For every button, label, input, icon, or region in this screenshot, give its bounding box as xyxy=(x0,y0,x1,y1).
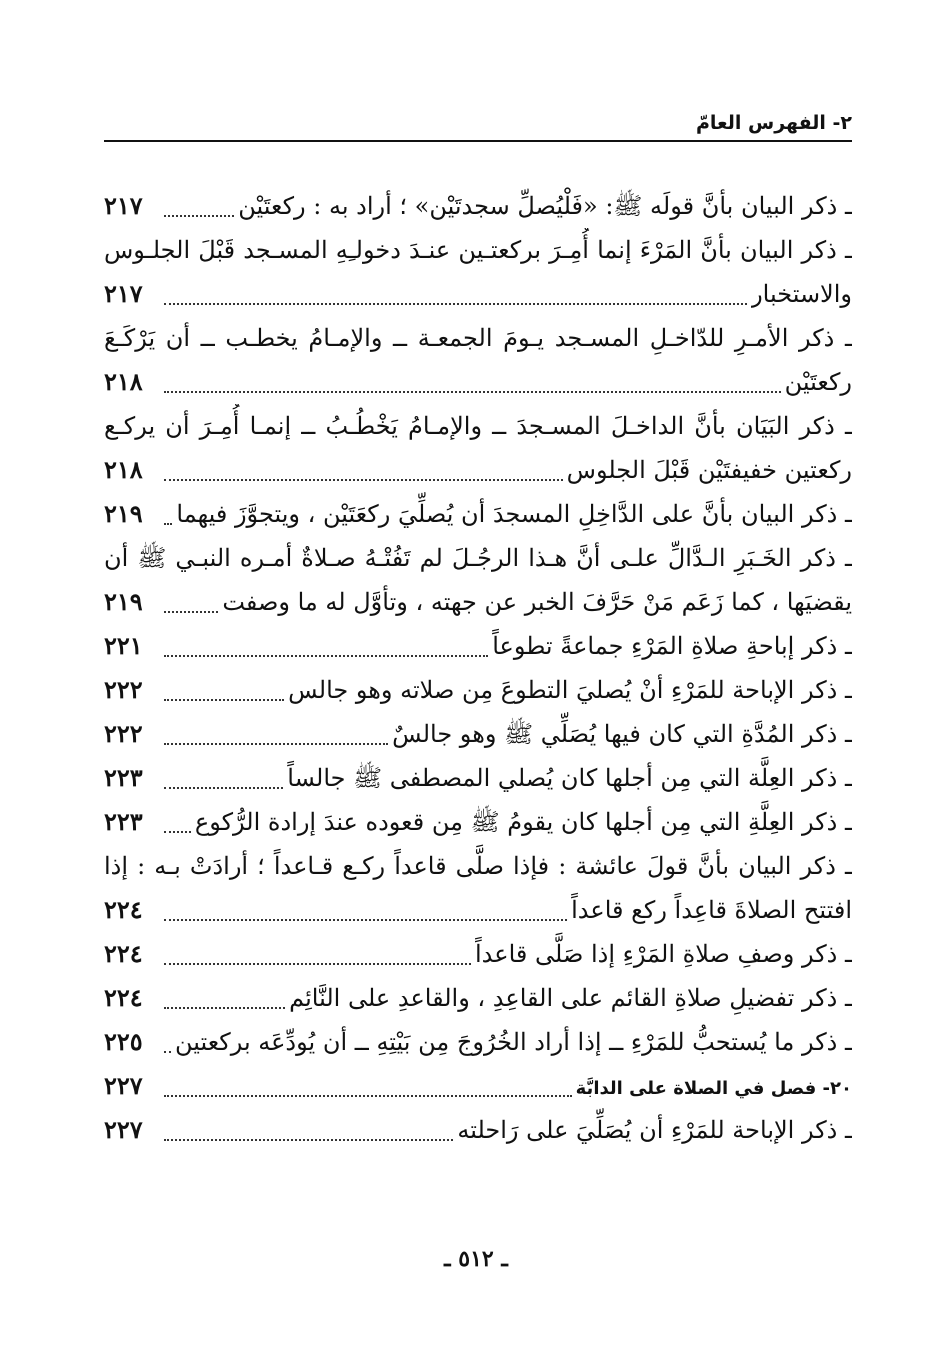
index-entry-line xyxy=(104,624,852,668)
entry-page-number: ٢٢٢ xyxy=(104,675,143,704)
entry-page-number: ٢٢٤ xyxy=(104,983,143,1012)
entry-page-number: ٢٢٤ xyxy=(104,939,143,968)
dot-leader xyxy=(164,1094,572,1097)
entry-text: ـ ذكر وصفِ صلاةِ المَرْءِ إذا صَلَّى قاعداً xyxy=(475,940,852,968)
entry-text: ـ ذكر البيان بأنَّ على الدَّاخِلِ المسجدَ أن يُصلِّيَ ركعَتَيْن ، ويتجوَّزَ فيهما xyxy=(176,500,852,528)
index-entry-line xyxy=(104,580,852,624)
entry-page-number: ٢١٨ xyxy=(104,455,143,484)
entry-page-number: ٢١٧ xyxy=(104,279,143,308)
index-entry-line xyxy=(104,184,852,228)
dot-leader xyxy=(164,1050,171,1053)
index-entry-line xyxy=(104,448,852,492)
index-entry-line xyxy=(104,712,852,756)
entry-text: ـ ذكر إباحةِ صلاةِ المَرْءِ جماعةً تطوعاً xyxy=(492,632,852,660)
entry-text: افتتح الصلاةَ قاعِداً ركع قاعداً xyxy=(571,896,852,924)
entry-page-number: ٢١٩ xyxy=(104,587,143,616)
entry-page-number: ٢١٧ xyxy=(104,191,143,220)
index-entry-line xyxy=(104,1020,852,1064)
entry-text: ـ ذكر العِلَّة التي مِن أجلها كان يُصلي المصطفى ﷺ جالساً xyxy=(287,764,852,792)
page xyxy=(104,100,852,1152)
index-entries xyxy=(104,184,852,1152)
index-entry-line xyxy=(104,888,852,932)
index-entry-line xyxy=(104,536,852,580)
entry-page-number: ٢٢٧ xyxy=(104,1071,143,1100)
entry-text: يقضيَها ، كما زَعَم مَنْ حَرَّفَ الخبر عن جهته ، وتأوَّل له ما وصفت xyxy=(222,588,852,616)
entry-page-number: ٢٢٣ xyxy=(104,763,143,792)
dot-leader xyxy=(164,214,234,217)
entry-text: ـ ذكر العِلَّةِ التي مِن أجلها كان يقومُ ﷺ مِن قعوده عندَ إرادة الرُّكوع xyxy=(194,808,852,836)
entry-text: ـ ذكر البَيَان بأنَّ الداخـلَ المسـجدَ ــ والإمـامُ يَخْطُـبُ ــ إنمـا أُمِـرَ أن يركـع xyxy=(104,412,852,440)
index-entry-line xyxy=(104,932,852,976)
entry-text: ركعتين خفيفتَيْن قَبْلَ الجلوس xyxy=(566,456,852,484)
entry-page-number: ٢٢٤ xyxy=(104,895,143,924)
index-entry-line xyxy=(104,404,852,448)
entry-text: ـ ذكر الخَـبَرِ الـدَّالِّ علـى أنَّ هـذا الرجُـلَ لم تَفُتْـهُ صـلاةٌ أمـره النبـي ﷺ أن xyxy=(104,544,852,572)
index-entry-line xyxy=(104,844,852,888)
index-entry-line xyxy=(104,976,852,1020)
entry-text: ـ ذكر الأمـرِ للدّاخـلِ المسـجد يـومَ الجمعـة ــ والإمـامُ يخطـب ــ أن يَرْكَـعَ xyxy=(104,324,852,352)
dot-leader xyxy=(164,302,747,305)
entry-page-number: ٢٢٣ xyxy=(104,807,143,836)
dot-leader xyxy=(164,654,488,657)
entry-text: ـ ذكر البيان بأنَّ قولَه ﷺ: «فَلْيُصلِّ سجدتَيْن» ؛ أراد به : ركعتَيْن xyxy=(238,192,852,220)
header-title: ٢- الفهرس العامّ xyxy=(695,112,852,134)
dot-leader xyxy=(164,698,284,701)
dot-leader xyxy=(164,742,388,745)
index-entry-line xyxy=(104,316,852,360)
index-entry-line xyxy=(104,272,852,316)
entry-text: والاستخبار xyxy=(751,280,852,308)
dot-leader xyxy=(164,478,563,481)
index-entry-line xyxy=(104,492,852,536)
dot-leader xyxy=(164,390,781,393)
index-entry-line xyxy=(104,800,852,844)
dot-leader xyxy=(164,786,283,789)
index-entry-line xyxy=(104,1108,852,1152)
running-header xyxy=(104,100,852,142)
dot-leader xyxy=(164,1006,285,1009)
entry-page-number: ٢٢١ xyxy=(104,631,143,660)
entry-page-number: ٢٢٥ xyxy=(104,1027,143,1056)
entry-text: ـ ذكر تفضيلِ صلاةِ القائم على القاعِدِ ، والقاعدِ على النَّائِم xyxy=(289,984,852,1012)
entry-text: ـ ذكر البيان بأنَّ المَرْءَ إنما أُمِـرَ بركعتـين عنـدَ دخولـِهِ المسـجد قَبْلَ الجلـوس xyxy=(104,236,852,264)
entry-text: ـ ذكر البيان بأنَّ قولَ عائشة : فإذا صلَّى قاعداً ركـع قـاعداً ؛ أرادَتْ بـه : إذا xyxy=(104,852,852,880)
section-heading-line xyxy=(104,1064,852,1108)
dot-leader xyxy=(164,918,567,921)
entry-page-number: ٢١٩ xyxy=(104,499,143,528)
page-number: ـ ٥١٢ ـ xyxy=(444,1246,508,1272)
index-entry-line xyxy=(104,668,852,712)
entry-page-number: ٢٢٧ xyxy=(104,1115,143,1144)
index-entry-line xyxy=(104,756,852,800)
entry-text: ـ ذكر ما يُستحبُّ للمَرْءِ ــ إذا أراد الخُرُوجَ مِن بَيْتِهِ ــ أن يُودِّعَه بركعتين xyxy=(174,1028,852,1056)
entry-text: ـ ذكر الإباحة للمَرْءِ أنْ يُصليَ التطوعَ مِن صلاته وهو جالس xyxy=(288,676,852,704)
entry-text: ركعتَيْن xyxy=(784,368,852,396)
dot-leader xyxy=(164,522,172,525)
index-entry-line xyxy=(104,360,852,404)
entry-text: ـ ذكر المُدَّةِ التي كان فيها يُصَلِّي ﷺ وهو جالسٌ xyxy=(392,720,852,748)
dot-leader xyxy=(164,610,218,613)
dot-leader xyxy=(164,1138,453,1141)
index-entry-line xyxy=(104,228,852,272)
dot-leader xyxy=(164,962,471,965)
entry-text: ـ ذكر الإباحة للمَرْءِ أن يُصَلِّيَ على رَاحلته xyxy=(457,1116,852,1144)
entry-text: ٢٠- فصل في الصلاة على الدابَّة xyxy=(575,1078,852,1099)
dot-leader xyxy=(164,830,191,833)
entry-page-number: ٢٢٢ xyxy=(104,719,143,748)
entry-page-number: ٢١٨ xyxy=(104,367,143,396)
